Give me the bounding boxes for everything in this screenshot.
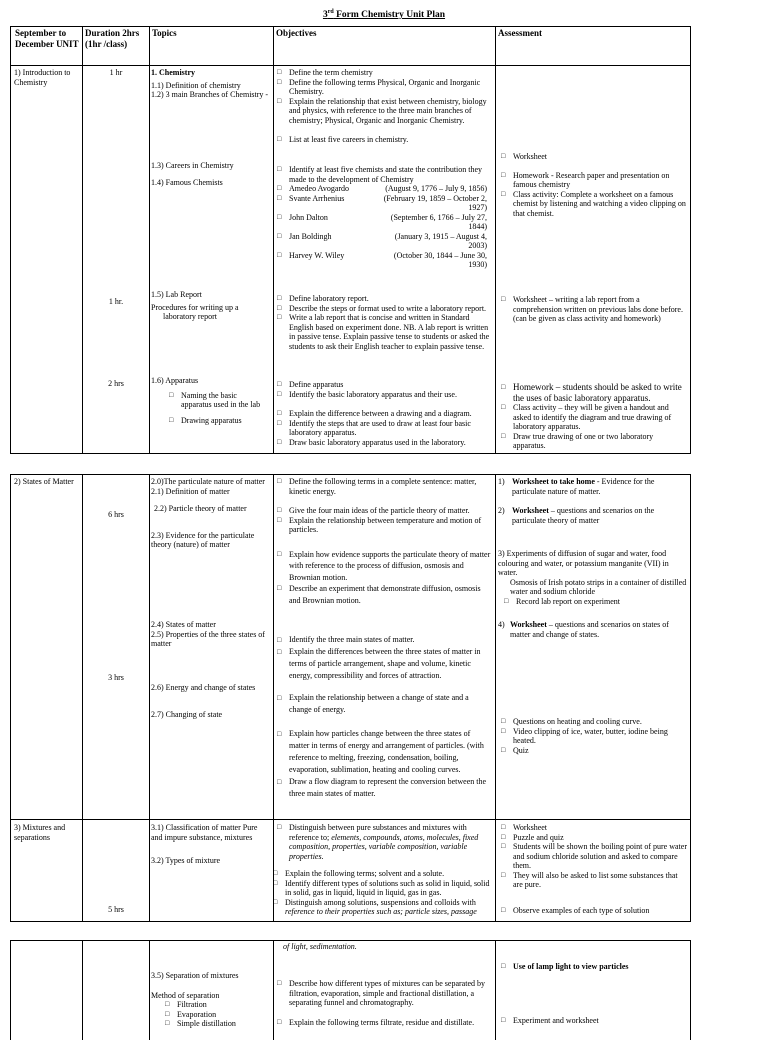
objectives-group-3	[277, 294, 491, 351]
objectives-group-4	[277, 380, 491, 447]
assessment-item: □ Class activity: Complete a worksheet on a famous chemist by listening and watching a video clipping on that chemist.	[501, 190, 687, 219]
objectives-group-6	[277, 634, 491, 800]
topic-item: 3.5) Separation of mixtures	[151, 971, 239, 980]
objective-item: □ Identify at least five chemists and state the contribution they made to the development of Chemistry	[277, 165, 491, 184]
topic-item: 2.4) States of matter	[151, 620, 216, 629]
objective-item: □ Describe an experiment that demonstrate diffusion, osmosis and Brownian motion.	[277, 583, 491, 606]
objective-item: □ Explain the differences between the three states of matter in terms of particle arrangement, shape and volume, kinetic energy, compressibility and forces of attraction.	[277, 646, 491, 682]
unit-mixtures: 3) Mixtures and separations	[14, 823, 66, 842]
objective-item: □ Define laboratory report.	[277, 294, 491, 304]
assessment-item: Osmosis of Irish potato strips in a container of distilled water and sodium chloride	[510, 577, 687, 596]
assessment-group-6	[501, 823, 687, 915]
objective-item: □ Explain the relationship that exist between chemistry, biology and physics, with reference to the three main branches of chemistry; Physical, Organic and Inorganic Chemistry.	[277, 97, 491, 126]
topic-item: 1.2) 3 main Branches of Chemistry -	[151, 90, 269, 99]
assessment-item: □ They will also be asked to list some substances that are pure.	[501, 871, 687, 890]
objective-item: □ Explain the relationship between temperature and motion of particles.	[277, 516, 491, 535]
topics-group-7	[151, 823, 269, 866]
assessment-item: □ Observe examples of each type of solution	[501, 906, 687, 916]
objective-item: □ Identify the basic laboratory apparatus and their use.	[277, 390, 491, 400]
topics-group-2	[151, 161, 269, 187]
header-topics: Topics	[152, 28, 177, 38]
assessment-item: □ Homework – students should be asked to write the uses of basic laboratory apparatus.	[501, 382, 687, 403]
assessment-item: □ Draw true drawing of one or two laboratory apparatus.	[501, 432, 687, 451]
objective-item: □ Identify different types of solutions such as solid in liquid, solid in solid, gas in liquid, liquid in liquid, gas in gas.	[273, 879, 491, 898]
objective-item: □ Explain the following terms filtrate, residue and distillate.	[277, 1018, 491, 1028]
objective-continuation: of light, sedimentation.	[283, 942, 357, 951]
topic-item: 2.5) Properties of the three states of matter	[151, 629, 265, 648]
objective-item: □ Write a lab report that is concise and written in Standard English based on experiment done. NB. A lab report is written in passive tense. Explain passive tense to students or asked the students to ask their English teacher to explain passive tense.	[277, 313, 491, 351]
unit-plan-table-1	[10, 26, 691, 454]
objective-item: □ Explain how evidence supports the particulate theory of matter with reference to the process of diffusion, osmosis and Brownian motion.	[277, 549, 491, 584]
header-duration: Duration 2hrs (1hr /class)	[85, 28, 140, 49]
chemist-item: □ Amedeo Avogardo (August 9, 1776 – July 9, 1856)	[277, 184, 491, 194]
objective-item: □ Describe the steps or format used to write a laboratory report.	[277, 304, 491, 314]
objective-item: □ Identify the three main states of matter.	[277, 634, 491, 646]
assessment-group-7	[501, 962, 687, 1025]
assessment-group-1	[501, 152, 687, 218]
topic-item: 2.3) Evidence for the particulate theory (nature) of matter	[151, 530, 255, 549]
page-title: 3rd Form Chemistry Unit Plan	[322, 9, 446, 21]
topic-item: □ Drawing apparatus	[169, 416, 269, 426]
topic-item: □ Filtration	[165, 1000, 269, 1010]
objective-item: □ Define the following terms Physical, Organic and Inorganic Chemistry.	[277, 78, 491, 97]
assessment-item: 4) Worksheet – questions and scenarios on states of matter and change of states.	[498, 620, 669, 639]
assessment-item: 2) Worksheet – questions and scenarios on the particulate theory of matter	[498, 506, 655, 525]
objective-item: □ Draw basic laboratory apparatus used in the laboratory.	[277, 438, 491, 448]
duration-3: 2 hrs	[108, 379, 124, 388]
unit-plan-table-2	[10, 474, 691, 922]
topic-item: 2.2) Particle theory of matter	[154, 504, 247, 513]
topic-item: 1.3) Careers in Chemistry	[151, 161, 234, 170]
unit-introduction: 1) Introduction to Chemistry	[14, 68, 71, 87]
objectives-group-5	[277, 477, 491, 606]
objective-item: □ Distinguish between pure substances and mixtures with reference to; elements, compounds, atoms, molecules, fixed composition, properties, variable composition, variable properties.	[277, 823, 491, 861]
topic-item: □ Naming the basic apparatus used in the lab	[169, 391, 269, 410]
assessment-item: □ Record lab report on experiment	[504, 597, 687, 607]
topics-group-4	[151, 376, 269, 425]
header-assessment: Assessment	[498, 28, 542, 38]
assessment-item: □ Worksheet	[501, 823, 687, 833]
objective-item: □ Define apparatus	[277, 380, 491, 390]
header-objectives: Objectives	[276, 28, 317, 38]
objectives-group-7	[277, 823, 491, 917]
topic-item: Procedures for writing up a laboratory report	[151, 302, 239, 321]
objective-item: □ Explain the relationship between a change of state and a change of energy.	[277, 692, 491, 716]
topic-item: □ Simple distillation	[165, 1019, 269, 1029]
assessment-item: 3) Experiments of diffusion of sugar and water, food colouring and water, or potassium manganite (VII) in water.	[498, 549, 669, 577]
topic-item: 1.1) Definition of chemistry	[151, 80, 241, 90]
topic-item: 1.4) Famous Chemists	[151, 177, 223, 187]
objective-item: □ Describe how different types of mixtures can be separated by filtration, evaporation, simple and fractional distillation, a separating funnel and chromatography.	[277, 979, 491, 1008]
objective-item: □ Define the following terms in a complete sentence: matter, kinetic energy.	[277, 477, 491, 496]
duration-4: 6 hrs	[108, 510, 124, 519]
topic-item: 1.5) Lab Report	[151, 290, 202, 299]
assessment-item: □ Puzzle and quiz	[501, 833, 687, 843]
assessment-group-2	[501, 295, 687, 324]
topic-item: Method of separation	[151, 990, 220, 1000]
assessment-item: □ Experiment and worksheet	[501, 1016, 687, 1026]
objective-item: □ Distinguish among solutions, suspensions and colloids with reference to their properties such as; particle sizes, passage	[273, 898, 491, 917]
assessment-item: □ Worksheet – writing a lab report from a comprehension written on previous labs done before. (can be given as class activity and homework)	[501, 295, 687, 324]
duration-1: 1 hr	[109, 68, 123, 77]
objective-item: □ Explain the following terms; solvent and a solute.	[273, 869, 491, 879]
header-unit: September to December UNIT	[15, 28, 79, 49]
assessment-item: □ Students will be shown the boiling point of pure water and sodium chloride solution and asked to compare them.	[501, 842, 687, 871]
topics-group-6	[151, 620, 269, 720]
topics-group-8	[151, 971, 269, 1029]
objective-item: □ Explain how particles change between the three states of matter in terms of energy and arrangement of particles. (with reference to melting, freezing, condensation, boiling, evaporation, sublimation, heating and cooling curves.	[277, 728, 491, 776]
assessment-item: □ Quiz	[501, 746, 687, 756]
assessment-item: 1) Worksheet to take home - Evidence for the particulate nature of matter.	[498, 477, 655, 496]
duration-5: 3 hrs	[108, 673, 124, 682]
topics-group-5	[151, 477, 269, 550]
topic-item: 2.0)The particulate nature of matter	[151, 477, 265, 486]
topics-group-3	[151, 290, 269, 322]
unit-plan-table-3	[10, 940, 691, 1040]
chemist-item: □ Harvey W. Wiley (October 30, 1844 – June 30, 1930)	[277, 251, 491, 270]
objective-item: □ Give the four main ideas of the particle theory of matter.	[277, 506, 491, 516]
assessment-group-4	[498, 477, 687, 639]
topic-item: 3.2) Types of mixture	[151, 856, 221, 865]
assessment-group-3	[501, 382, 687, 451]
objective-item: □ Draw a flow diagram to represent the conversion between the three main states of matter.	[277, 776, 491, 800]
duration-2: 1 hr.	[108, 297, 124, 306]
topic-item: 2.7) Changing of state	[151, 710, 223, 719]
objective-item: □ Identify the steps that are used to draw at least four basic laboratory apparatus.	[277, 419, 491, 438]
objectives-group-2	[277, 165, 491, 270]
topic-heading: 1. Chemistry	[151, 68, 195, 77]
objective-item: □ Explain the difference between a drawing and a diagram.	[277, 409, 491, 419]
assessment-group-5	[501, 717, 687, 755]
topics-group-1	[151, 68, 269, 100]
chemist-item: □ Svante Arrhenius (February 19, 1859 – October 2, 1927)	[277, 194, 491, 213]
unit-states-of-matter: 2) States of Matter	[14, 477, 74, 486]
duration-6: 5 hrs	[108, 905, 124, 914]
topic-item: 2.1) Definition of matter	[151, 486, 230, 496]
objective-item: □ List at least five careers in chemistry.	[277, 135, 491, 145]
objective-item: □ Define the term chemistry	[277, 68, 491, 78]
chemist-item: □ Jan Boldingh (January 3, 1915 – August 4, 2003)	[277, 232, 491, 251]
chemist-item: □ John Dalton (September 6, 1766 – July 27, 1844)	[277, 213, 491, 232]
assessment-item: □ Use of lamp light to view particles	[501, 962, 687, 972]
topic-item: □ Evaporation	[165, 1010, 269, 1020]
objectives-group-8	[277, 979, 491, 1027]
assessment-item: □ Video clipping of ice, water, butter, iodine being heated.	[501, 727, 687, 746]
assessment-item: □ Worksheet	[501, 152, 687, 162]
topic-item: 1.6) Apparatus	[151, 376, 199, 385]
assessment-item: □ Class activity – they will be given a handout and asked to identify the diagram and true drawing of laboratory apparatus.	[501, 403, 687, 432]
topic-item: 3.1) Classification of matter Pure and impure substance, mixtures	[151, 823, 258, 842]
objectives-group-1	[277, 68, 491, 145]
assessment-item: □ Homework - Research paper and presentation on famous chemistry	[501, 171, 687, 190]
assessment-item: □ Questions on heating and cooling curve.	[501, 717, 687, 727]
topic-item: 2.6) Energy and change of states	[151, 682, 256, 692]
